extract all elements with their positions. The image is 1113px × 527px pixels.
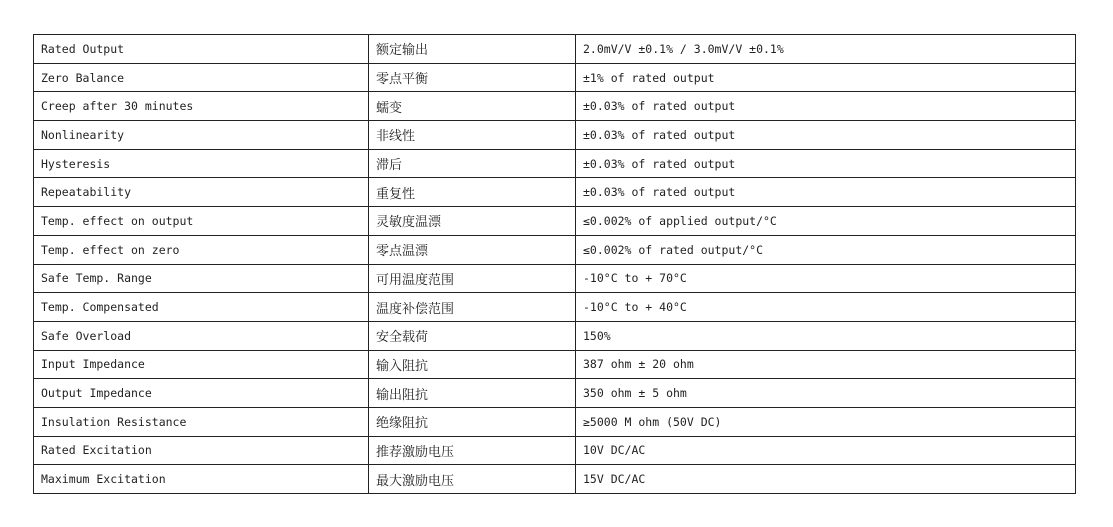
table-row <box>34 35 1076 64</box>
spec-name-en: Insulation Resistance <box>34 407 369 436</box>
spec-name-en: Creep after 30 minutes <box>34 92 369 121</box>
table-row <box>34 293 1076 322</box>
spec-name-zh: 推荐激励电压 <box>369 436 576 465</box>
table-row <box>34 149 1076 178</box>
specifications-table <box>33 34 1076 494</box>
spec-value: -10°C to + 70°C <box>576 264 1076 293</box>
spec-name-zh: 可用温度范围 <box>369 264 576 293</box>
spec-name-zh: 输出阻抗 <box>369 379 576 408</box>
spec-value: ±0.03% of rated output <box>576 92 1076 121</box>
table-row <box>34 92 1076 121</box>
spec-value: 2.0mV/V ±0.1% / 3.0mV/V ±0.1% <box>576 35 1076 64</box>
spec-value: ±1% of rated output <box>576 63 1076 92</box>
table-row <box>34 436 1076 465</box>
spec-name-en: Rated Output <box>34 35 369 64</box>
spec-name-zh: 灵敏度温漂 <box>369 207 576 236</box>
spec-value: ±0.03% of rated output <box>576 178 1076 207</box>
spec-name-zh: 输入阻抗 <box>369 350 576 379</box>
spec-name-en: Hysteresis <box>34 149 369 178</box>
table-row <box>34 235 1076 264</box>
spec-name-en: Repeatability <box>34 178 369 207</box>
table-row <box>34 379 1076 408</box>
spec-value: ≤0.002% of applied output/°C <box>576 207 1076 236</box>
spec-name-en: Safe Temp. Range <box>34 264 369 293</box>
spec-value: 10V DC/AC <box>576 436 1076 465</box>
table-row <box>34 321 1076 350</box>
spec-value: ±0.03% of rated output <box>576 121 1076 150</box>
spec-name-en: Temp. effect on output <box>34 207 369 236</box>
spec-name-en: Maximum Excitation <box>34 465 369 494</box>
spec-value: ≤0.002% of rated output/°C <box>576 235 1076 264</box>
table-row <box>34 407 1076 436</box>
spec-value: 350 ohm ± 5 ohm <box>576 379 1076 408</box>
spec-name-zh: 零点温漂 <box>369 235 576 264</box>
spec-name-en: Rated Excitation <box>34 436 369 465</box>
spec-name-en: Nonlinearity <box>34 121 369 150</box>
spec-value: 15V DC/AC <box>576 465 1076 494</box>
spec-name-zh: 绝缘阻抗 <box>369 407 576 436</box>
spec-name-zh: 零点平衡 <box>369 63 576 92</box>
table-row <box>34 121 1076 150</box>
spec-value: 150% <box>576 321 1076 350</box>
spec-name-zh: 滞后 <box>369 149 576 178</box>
table-row <box>34 264 1076 293</box>
table-row <box>34 207 1076 236</box>
spec-name-zh: 最大激励电压 <box>369 465 576 494</box>
spec-name-en: Temp. effect on zero <box>34 235 369 264</box>
spec-name-en: Input Impedance <box>34 350 369 379</box>
spec-name-zh: 非线性 <box>369 121 576 150</box>
spec-value: ≥5000 M ohm (50V DC) <box>576 407 1076 436</box>
table-row <box>34 63 1076 92</box>
spec-value: 387 ohm ± 20 ohm <box>576 350 1076 379</box>
spec-name-zh: 蠕变 <box>369 92 576 121</box>
spec-name-zh: 重复性 <box>369 178 576 207</box>
spec-name-zh: 安全载荷 <box>369 321 576 350</box>
spec-name-en: Output Impedance <box>34 379 369 408</box>
spec-value: ±0.03% of rated output <box>576 149 1076 178</box>
spec-name-en: Safe Overload <box>34 321 369 350</box>
table-row <box>34 350 1076 379</box>
spec-name-en: Zero Balance <box>34 63 369 92</box>
spec-name-zh: 温度补偿范围 <box>369 293 576 322</box>
table-row <box>34 178 1076 207</box>
spec-name-zh: 额定输出 <box>369 35 576 64</box>
spec-name-en: Temp. Compensated <box>34 293 369 322</box>
table-row <box>34 465 1076 494</box>
spec-value: -10°C to + 40°C <box>576 293 1076 322</box>
